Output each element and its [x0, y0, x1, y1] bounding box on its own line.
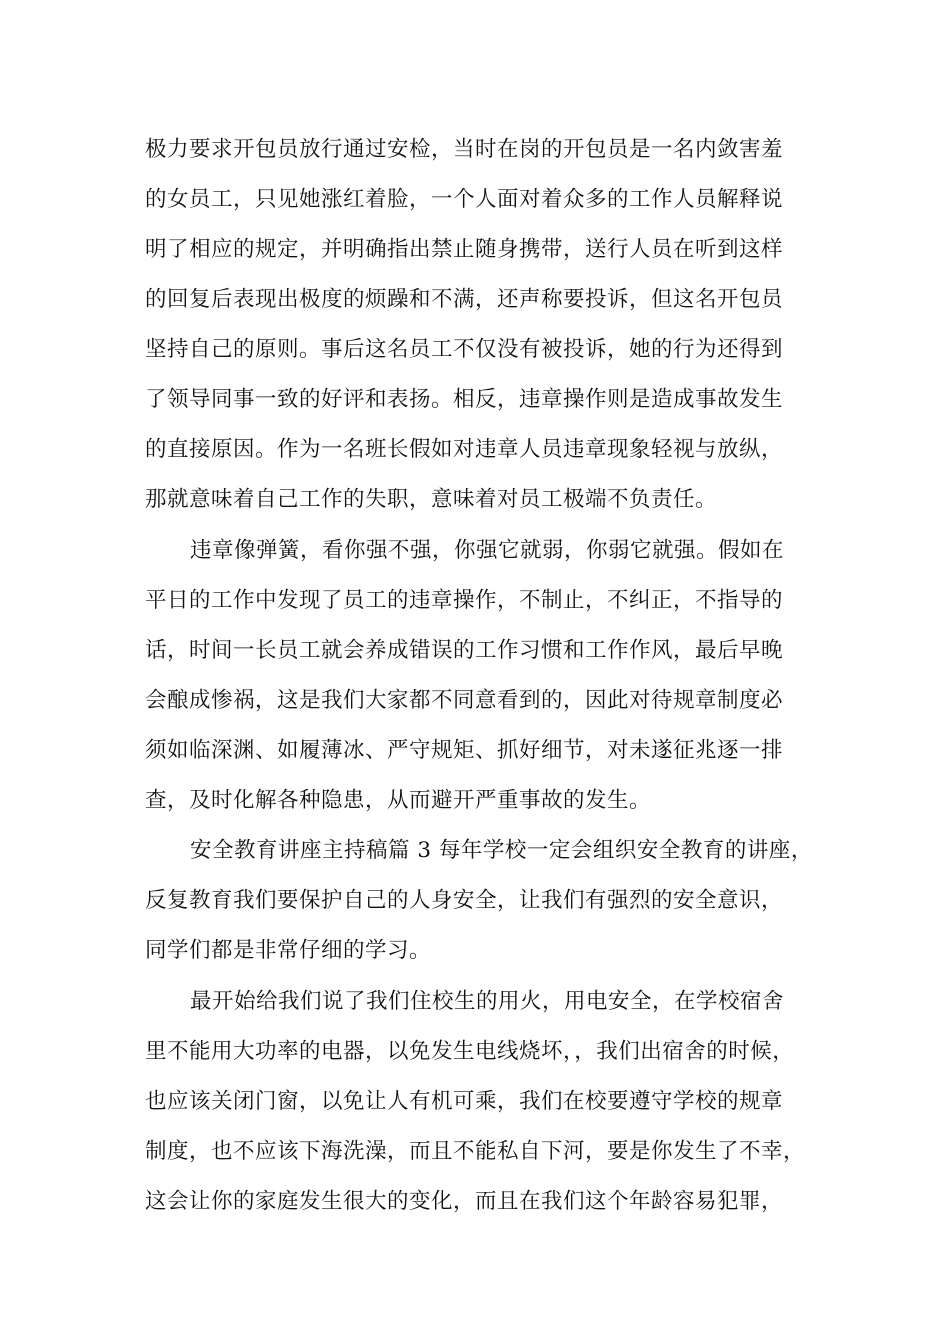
paragraph-3-line-3: 同学们都是非常仔细的学习。: [145, 938, 432, 963]
paragraph-2-line-6: 查，及时化解各种隐患，从而避开严重事故的发生。: [145, 788, 652, 813]
paragraph-1-line-1: 极力要求开包员放行通过安检，当时在岗的开包员是一名内敛害羞: [145, 137, 784, 162]
paragraph-1-line-4: 的回复后表现出极度的烦躁和不满，还声称要投诉，但这名开包员: [145, 287, 784, 312]
paragraph-2-line-1: 违章像弹簧，看你强不强，你强它就弱，你弱它就强。假如在: [190, 538, 785, 563]
paragraph-3-line-2: 反复教育我们要保护自己的人身安全，让我们有强烈的安全意识，: [145, 888, 784, 913]
paragraph-1-line-7: 的直接原因。作为一名班长假如对违章人员违章现象轻视与放纵，: [145, 437, 784, 462]
paragraph-2-line-5: 须如临深渊、如履薄冰、严守规矩、抓好细节，对未遂征兆逐一排: [145, 738, 784, 763]
paragraph-4-line-1: 最开始给我们说了我们住校生的用火，用电安全，在学校宿舍: [190, 989, 785, 1014]
paragraph-2-line-2: 平日的工作中发现了员工的违章操作，不制止，不纠正，不指导的: [145, 588, 784, 613]
paragraph-1-line-2: 的女员工，只见她涨红着脸，一个人面对着众多的工作人员解释说: [145, 187, 784, 212]
paragraph-2-line-4: 会酿成惨祸，这是我们大家都不同意看到的，因此对待规章制度必: [145, 688, 784, 713]
paragraph-1-line-6: 了领导同事一致的好评和表扬。相反，违章操作则是造成事故发生: [145, 387, 784, 412]
paragraph-4-line-2: 里不能用大功率的电器，以免发生电线烧坏，，我们出宿舍的时候，: [145, 1039, 795, 1064]
paragraph-4-line-5: 这会让你的家庭发生很大的变化，而且在我们这个年龄容易犯罪，: [145, 1189, 784, 1214]
paragraph-2-line-3: 话，时间一长员工就会养成错误的工作习惯和工作作风，最后早晚: [145, 638, 784, 663]
paragraph-1-line-8: 那就意味着自己工作的失职，意味着对员工极端不负责任。: [145, 487, 718, 512]
paragraph-1-line-3: 明了相应的规定，并明确指出禁止随身携带，送行人员在听到这样: [145, 237, 784, 262]
paragraph-3-line-1: 安全教育讲座主持稿篇 3 每年学校一定会组织安全教育的讲座，: [190, 838, 813, 863]
paragraph-4-line-3: 也应该关闭门窗，以免让人有机可乘，我们在校要遵守学校的规章: [145, 1089, 784, 1114]
paragraph-4-line-4: 制度，也不应该下海洗澡，而且不能私自下河，要是你发生了不幸，: [145, 1139, 806, 1164]
paragraph-1-line-5: 坚持自己的原则。事后这名员工不仅没有被投诉，她的行为还得到: [145, 337, 784, 362]
